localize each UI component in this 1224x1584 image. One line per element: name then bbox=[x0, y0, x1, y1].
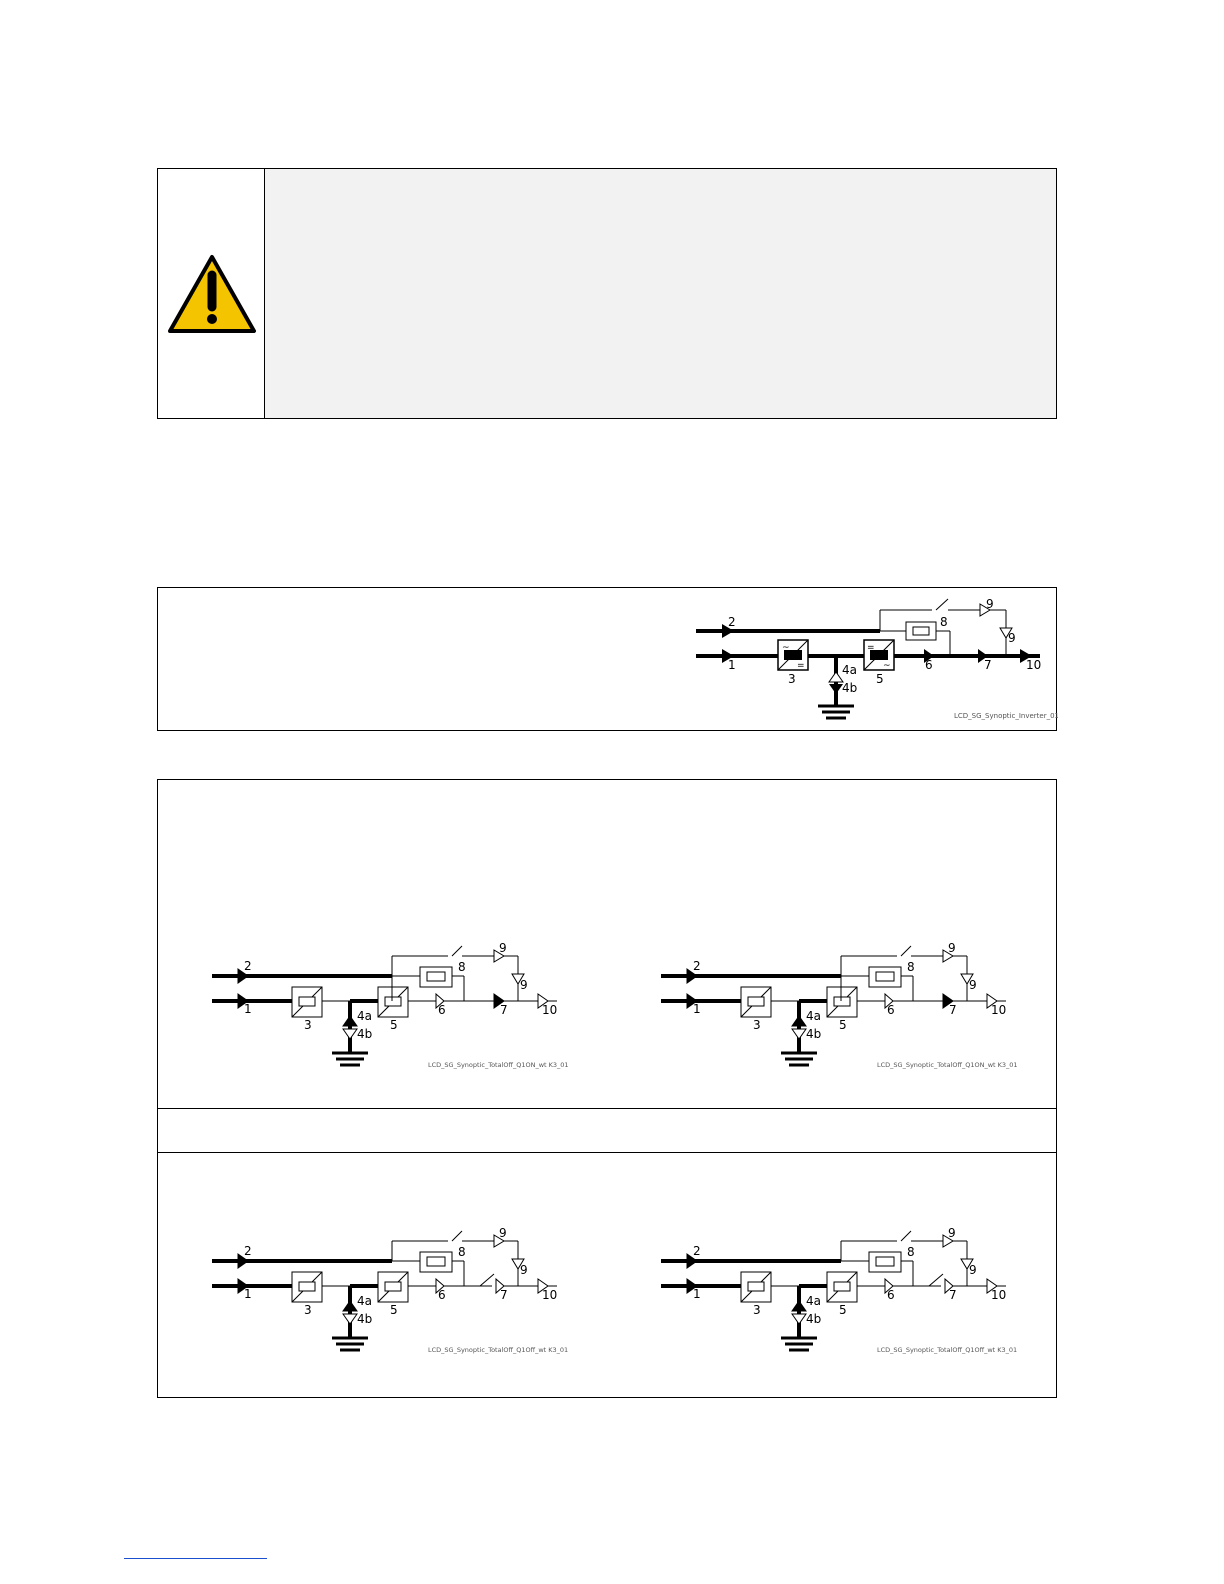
diagram-4-label-3: 3 bbox=[753, 1303, 761, 1317]
warning-panel bbox=[157, 168, 1057, 419]
diagram-4-drawing bbox=[661, 1226, 1017, 1354]
diagram-row-separator bbox=[158, 1109, 1056, 1153]
diagram-2-label-7: 7 bbox=[949, 1003, 957, 1017]
diagram-4-label-5: 5 bbox=[839, 1303, 847, 1317]
label-9b: 9 bbox=[1008, 631, 1016, 645]
diagram-3 bbox=[158, 1153, 608, 1397]
diagram-2-label-8: 8 bbox=[907, 960, 915, 974]
footer-rule bbox=[124, 1558, 267, 1559]
synoptic-inverter-diagram bbox=[158, 588, 1058, 732]
label-7: 7 bbox=[984, 658, 992, 672]
diagram-1-label-2: 2 bbox=[244, 959, 252, 973]
label-4a: 4a bbox=[842, 663, 857, 677]
diagram-3-label-3: 3 bbox=[304, 1303, 312, 1317]
diagram-3-label-7: 7 bbox=[500, 1288, 508, 1302]
warning-text bbox=[278, 189, 1036, 398]
diagram-2-label-9b: 9 bbox=[969, 978, 977, 992]
diagram-2-caption: LCD_SG_Synoptic_TotalOff_Q1ON_wt K3_01 bbox=[877, 1061, 1018, 1069]
svg-text:~: ~ bbox=[782, 643, 790, 653]
diagram-row-top bbox=[158, 780, 1056, 1109]
diagram-4 bbox=[607, 1153, 1057, 1397]
diagram-4-caption: LCD_SG_Synoptic_TotalOff_Q1Off_wt K3_01 bbox=[877, 1346, 1018, 1354]
label-10: 10 bbox=[1026, 658, 1042, 672]
diagram-2-label-2: 2 bbox=[693, 959, 701, 973]
diagram-2-label-10: 10 bbox=[991, 1003, 1007, 1017]
diagram-3-label-4a: 4a bbox=[357, 1294, 372, 1308]
diagram-3-label-10: 10 bbox=[542, 1288, 558, 1302]
diagram-2 bbox=[607, 780, 1057, 1109]
diagram-1-label-9a: 9 bbox=[499, 941, 507, 955]
warning-icon-cell bbox=[158, 169, 265, 418]
diagram-3-label-9b: 9 bbox=[520, 1263, 528, 1277]
diagram-1-label-9b: 9 bbox=[520, 978, 528, 992]
diagram-2-drawing bbox=[661, 941, 1018, 1069]
label-3: 3 bbox=[788, 672, 796, 686]
label-9a: 9 bbox=[986, 597, 994, 611]
diagram-3-label-2: 2 bbox=[244, 1244, 252, 1258]
diagram-3-label-6: 6 bbox=[438, 1288, 446, 1302]
synoptic-inverter-box bbox=[157, 587, 1057, 731]
diagram-4-label-4b: 4b bbox=[806, 1312, 822, 1326]
diagram-4-label-4a: 4a bbox=[806, 1294, 821, 1308]
label-8: 8 bbox=[940, 615, 948, 629]
synoptic-inverter-caption: LCD_SG_Synoptic_Inverter_01 bbox=[954, 712, 1058, 720]
diagram-2-label-5: 5 bbox=[839, 1018, 847, 1032]
diagram-4-label-6: 6 bbox=[887, 1288, 895, 1302]
svg-text:~: ~ bbox=[883, 661, 891, 671]
diagram-3-label-1: 1 bbox=[244, 1287, 252, 1301]
diagram-3-label-5: 5 bbox=[390, 1303, 398, 1317]
diagram-3-caption: LCD_SG_Synoptic_TotalOff_Q1Off_wt K3_01 bbox=[428, 1346, 569, 1354]
label-2: 2 bbox=[728, 615, 736, 629]
diagram-3-label-4b: 4b bbox=[357, 1312, 373, 1326]
diagram-2-label-4a: 4a bbox=[806, 1009, 821, 1023]
diagram-1-caption: LCD_SG_Synoptic_TotalOff_Q1ON_wt K3_01 bbox=[428, 1061, 569, 1069]
svg-text:=: = bbox=[867, 643, 875, 653]
diagram-1-drawing bbox=[212, 941, 569, 1069]
diagram-4-label-1: 1 bbox=[693, 1287, 701, 1301]
diagram-1-label-3: 3 bbox=[304, 1018, 312, 1032]
diagram-4-label-8: 8 bbox=[907, 1245, 915, 1259]
diagram-3-drawing bbox=[212, 1226, 568, 1354]
diagram-1-label-4a: 4a bbox=[357, 1009, 372, 1023]
diagram-row-bottom bbox=[158, 1153, 1056, 1397]
diagram-4-label-9b: 9 bbox=[969, 1263, 977, 1277]
diagram-4-label-7: 7 bbox=[949, 1288, 957, 1302]
diagram-3-label-9a: 9 bbox=[499, 1226, 507, 1240]
diagram-1-label-1: 1 bbox=[244, 1002, 252, 1016]
svg-text:=: = bbox=[797, 661, 805, 671]
diagram-2-label-9a: 9 bbox=[948, 941, 956, 955]
label-1: 1 bbox=[728, 658, 736, 672]
diagram-1-label-10: 10 bbox=[542, 1003, 558, 1017]
diagram-3-label-8: 8 bbox=[458, 1245, 466, 1259]
diagram-4-label-10: 10 bbox=[991, 1288, 1007, 1302]
warning-triangle-icon bbox=[166, 253, 258, 335]
diagram-1 bbox=[158, 780, 608, 1109]
diagram-1-label-6: 6 bbox=[438, 1003, 446, 1017]
diagram-2-label-6: 6 bbox=[887, 1003, 895, 1017]
diagram-1-label-8: 8 bbox=[458, 960, 466, 974]
diagram-1-label-5: 5 bbox=[390, 1018, 398, 1032]
diagram-grid bbox=[157, 779, 1057, 1398]
diagram-2-label-1: 1 bbox=[693, 1002, 701, 1016]
label-4b: 4b bbox=[842, 681, 858, 695]
label-6: 6 bbox=[925, 658, 933, 672]
label-5: 5 bbox=[876, 672, 884, 686]
diagram-4-label-9a: 9 bbox=[948, 1226, 956, 1240]
diagram-2-label-3: 3 bbox=[753, 1018, 761, 1032]
diagram-2-label-4b: 4b bbox=[806, 1027, 822, 1041]
diagram-1-label-4b: 4b bbox=[357, 1027, 373, 1041]
diagram-4-label-2: 2 bbox=[693, 1244, 701, 1258]
diagram-1-label-7: 7 bbox=[500, 1003, 508, 1017]
